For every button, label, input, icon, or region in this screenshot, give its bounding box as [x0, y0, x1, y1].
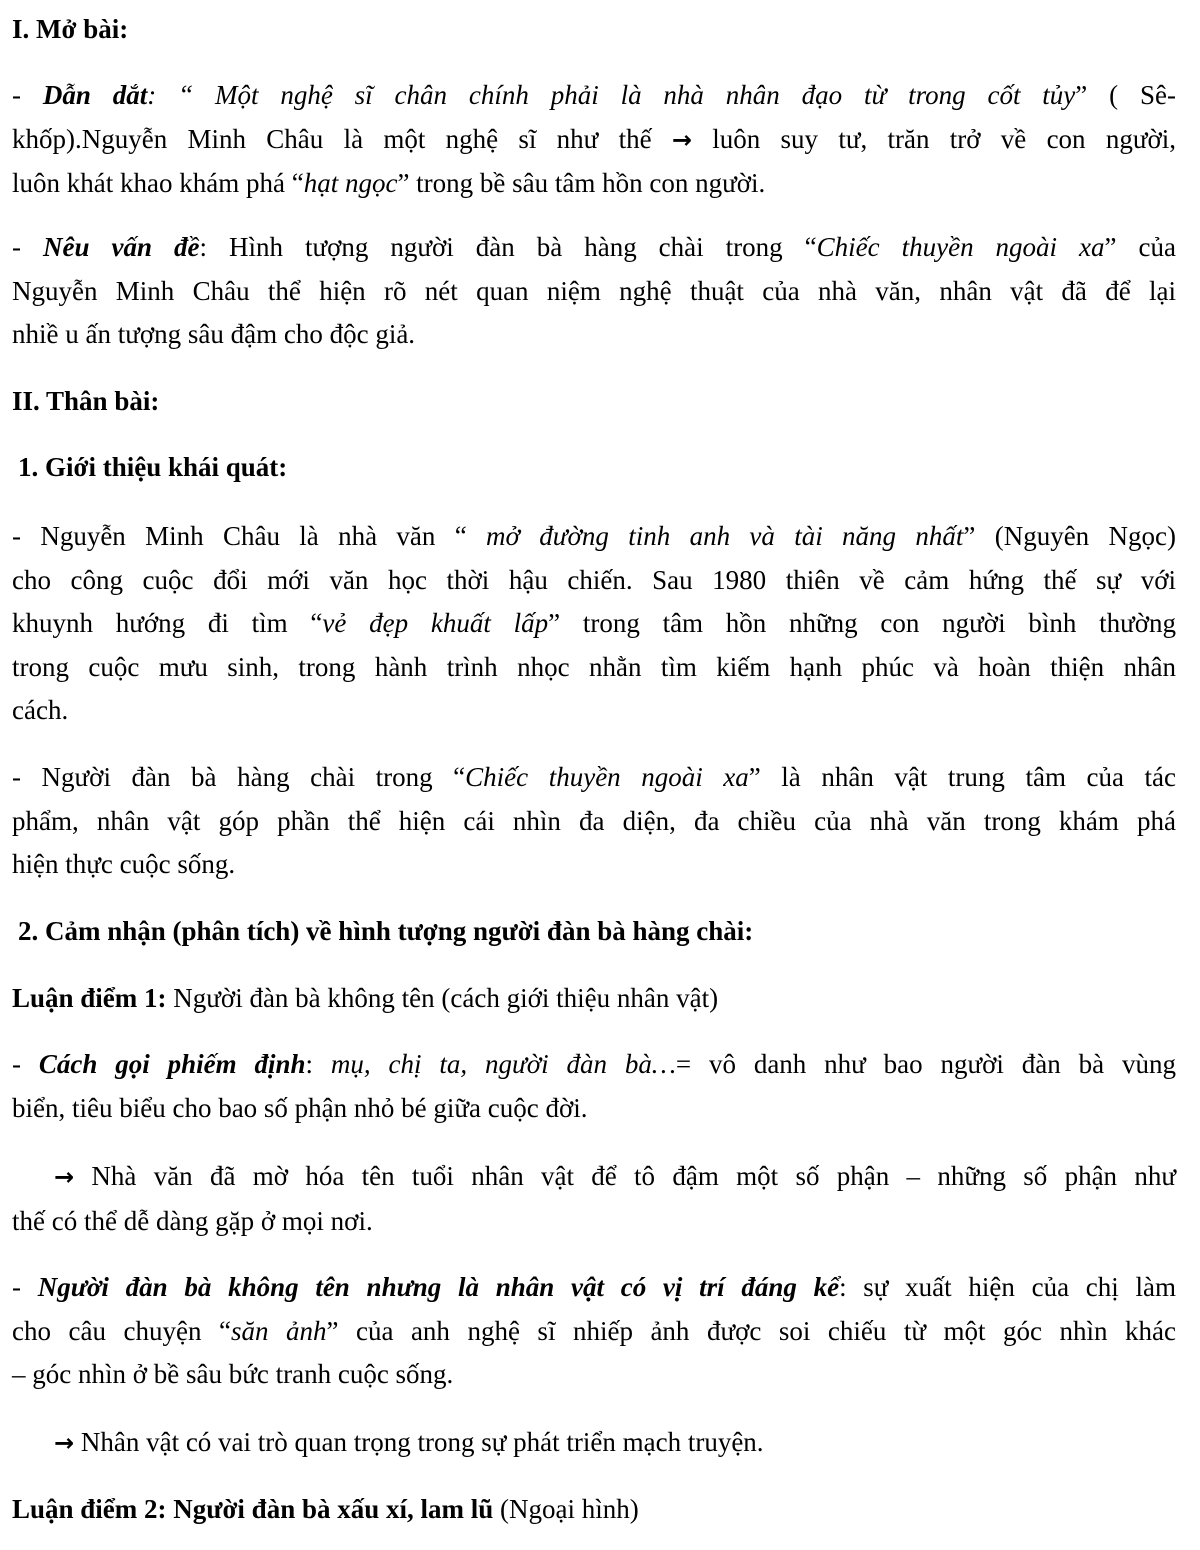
- text-line: Luận điểm 1: Người đàn bà không tên (cách giới thiệu nhân vật): [12, 983, 719, 1013]
- text-line: - Người đàn bà hàng chài trong “Chiếc thuyền ngoài xa” là nhân vật trung tâm của tác: [12, 762, 1176, 792]
- luan-diem-1: [12, 977, 1176, 1021]
- subheading-gioi-thieu: [12, 446, 1176, 490]
- text-line: phẩm, nhân vật góp phần thể hiện cái nhìn đa diện, đa chiều của nhà văn trong khám phá: [12, 805, 1176, 836]
- text-line: – góc nhìn ở bề sâu bức tranh cuộc sống.: [12, 1359, 454, 1389]
- text-line: - Cách gọi phiếm định: mụ, chị ta, người đàn bà…= vô danh như bao người đàn bà vùng: [12, 1049, 1176, 1079]
- paragraph-nguyen-minh-chau: [12, 515, 1176, 733]
- text-line: nhiề u ấn tượng sâu đậm cho độc giả.: [12, 319, 416, 349]
- paragraph-neu-van-de: [12, 226, 1176, 357]
- heading-text: II. Thân bài:: [12, 386, 160, 416]
- text-line: hiện thực cuộc sống.: [12, 849, 236, 879]
- arrow-right-icon: →: [671, 125, 692, 154]
- heading-text: 1. Giới thiệu khái quát:: [18, 452, 288, 482]
- heading-text: I. Mở bài:: [12, 14, 129, 44]
- text-line: cho câu chuyện “săn ảnh” của anh nghệ sĩ nhiếp ảnh được soi chiếu từ một góc nhìn khác: [12, 1315, 1176, 1346]
- paragraph-nguoi-dan-ba: [12, 756, 1176, 887]
- text-line: - Nêu vấn đề: Hình tượng người đàn bà hàng chài trong “Chiếc thuyền ngoài xa” của: [12, 232, 1176, 262]
- text-line: → Nhân vật có vai trò quan trọng trong sự phát triển mạch truyện.: [54, 1427, 764, 1457]
- section-heading-than-bai: [12, 380, 1176, 424]
- paragraph-cach-goi: [12, 1043, 1176, 1130]
- text-line: luôn khát khao khám phá “hạt ngọc” trong bề sâu tâm hồn con người.: [12, 168, 766, 198]
- text-line: trong cuộc mưu sinh, trong hành trình nhọc nhằn tìm kiếm hạnh phúc và hoàn thiện nhân: [12, 651, 1176, 682]
- text-line: khuynh hướng đi tìm “vẻ đẹp khuất lấp” trong tâm hồn những con người bình thường: [12, 608, 1176, 638]
- luan-diem-2: [12, 1488, 1176, 1532]
- text-line: Luận điểm 2: Người đàn bà xấu xí, lam lũ (Ngoại hình): [12, 1494, 639, 1524]
- paragraph-khong-ten: [12, 1266, 1176, 1397]
- text-line: cách.: [12, 695, 69, 725]
- text-line: khốp).Nguyễn Minh Châu là một nghệ sĩ như thế → luôn suy tư, trăn trở về con người,: [12, 123, 1176, 154]
- subheading-cam-nhan: [12, 910, 1176, 954]
- text-line: - Dẫn dắt: “ Một nghệ sĩ chân chính phải là nhà nhân đạo từ trong cốt tủy” ( Sê-: [12, 80, 1176, 110]
- text-line: → Nhà văn đã mờ hóa tên tuổi nhân vật để tô đậm một số phận – những số phận như: [54, 1161, 1176, 1191]
- text-line: Nguyễn Minh Châu thể hiện rõ nét quan niệm nghệ thuật của nhà văn, nhân vật đã để lại: [12, 275, 1176, 306]
- arrow-right-icon: →: [54, 1163, 75, 1191]
- text-line: - Nguyễn Minh Châu là nhà văn “ mở đường tinh anh và tài năng nhất” (Nguyên Ngọc): [12, 521, 1176, 551]
- text-line: - Người đàn bà không tên nhưng là nhân vật có vị trí đáng kể: sự xuất hiện của chị làm: [12, 1272, 1176, 1302]
- paragraph-dan-dat: [12, 74, 1176, 206]
- text-line: thế có thể dễ dàng gặp ở mọi nơi.: [12, 1205, 373, 1236]
- arrow-right-icon: →: [54, 1429, 75, 1457]
- text-line: cho công cuộc đổi mới văn học thời hậu chiến. Sau 1980 thiên về cảm hứng thế sự với: [12, 564, 1176, 595]
- text-line: biển, tiêu biểu cho bao số phận nhỏ bé giữa cuộc đời.: [12, 1092, 588, 1123]
- section-heading-mo-bai: [12, 8, 1176, 52]
- paragraph-arrow-conclusion-2: [12, 1421, 1176, 1466]
- paragraph-arrow-conclusion-1: [12, 1155, 1176, 1243]
- heading-text: 2. Cảm nhận (phân tích) về hình tượng người đàn bà hàng chài:: [18, 916, 754, 946]
